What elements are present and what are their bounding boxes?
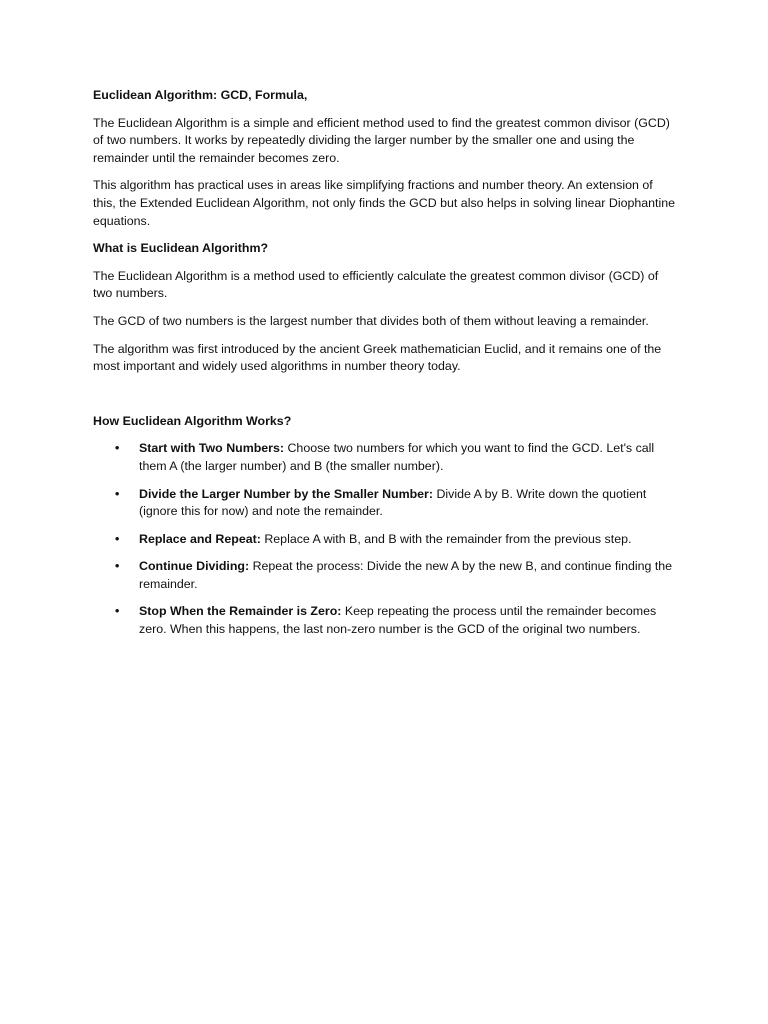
list-item xyxy=(93,440,678,475)
list-item xyxy=(93,558,678,593)
step-term: Stop When the Remainder is Zero: xyxy=(139,604,342,619)
step-term: Start with Two Numbers: xyxy=(139,441,285,456)
list-item xyxy=(93,486,678,521)
document-title: Euclidean Algorithm: GCD, Formula, xyxy=(93,88,308,102)
intro-paragraph: The Euclidean Algorithm is a simple and efficient method used to find the greatest common divisor (GCD) of two numbers. It works by repeatedly dividing the larger number by the smaller one and using the remainder until the remainder becomes zero. xyxy=(93,115,670,165)
list-item xyxy=(93,531,678,549)
section-paragraph: The algorithm was first introduced by the ancient Greek mathematician Euclid, and it remains one of the most important and widely used algorithms in number theory today. xyxy=(93,341,662,374)
step-text: Replace A with B, and B with the remainder from the previous step. xyxy=(260,531,632,546)
intro-paragraph: This algorithm has practical uses in areas like simplifying fractions and number theory. An extension of this, the Extended Euclidean Algorithm, not only finds the GCD but also helps in solving linear Diophantine equations. xyxy=(93,178,676,228)
step-text: Repeat the process: Divide the new A by the new B, and continue finding the remainder. xyxy=(139,559,673,591)
step-text: Divide A by B. Write down the quotient (ignore this for now) and note the remainder. xyxy=(139,486,647,519)
bullet-icon: • xyxy=(115,604,120,619)
bullet-icon: • xyxy=(115,441,120,456)
bullet-icon: • xyxy=(115,559,120,574)
steps-list xyxy=(93,440,678,638)
step-term: Divide the Larger Number by the Smaller Number: xyxy=(139,486,434,501)
section-heading-what-is: What is Euclidean Algorithm? xyxy=(93,241,269,256)
step-term: Continue Dividing: xyxy=(139,559,250,574)
step-term: Replace and Repeat: xyxy=(139,531,261,546)
bullet-icon: • xyxy=(115,531,120,546)
step-text: Choose two numbers for which you want to find the GCD. Let's call them A (the larger number) and B (the smaller number). xyxy=(139,441,655,473)
bullet-icon: • xyxy=(115,486,120,501)
blank-line xyxy=(93,386,678,413)
section-paragraph: The Euclidean Algorithm is a method used to efficiently calculate the greatest common divisor (GCD) of two numbers. xyxy=(93,268,659,301)
list-item xyxy=(93,603,678,638)
section-heading-how-it-works: How Euclidean Algorithm Works? xyxy=(93,413,292,428)
document-page xyxy=(93,87,678,649)
step-text: Keep repeating the process until the remainder becomes zero. When this happens, the last non-zero number is the GCD of the original two numbers. xyxy=(139,604,657,637)
section-paragraph: The GCD of two numbers is the largest number that divides both of them without leaving a remainder. xyxy=(93,313,649,328)
